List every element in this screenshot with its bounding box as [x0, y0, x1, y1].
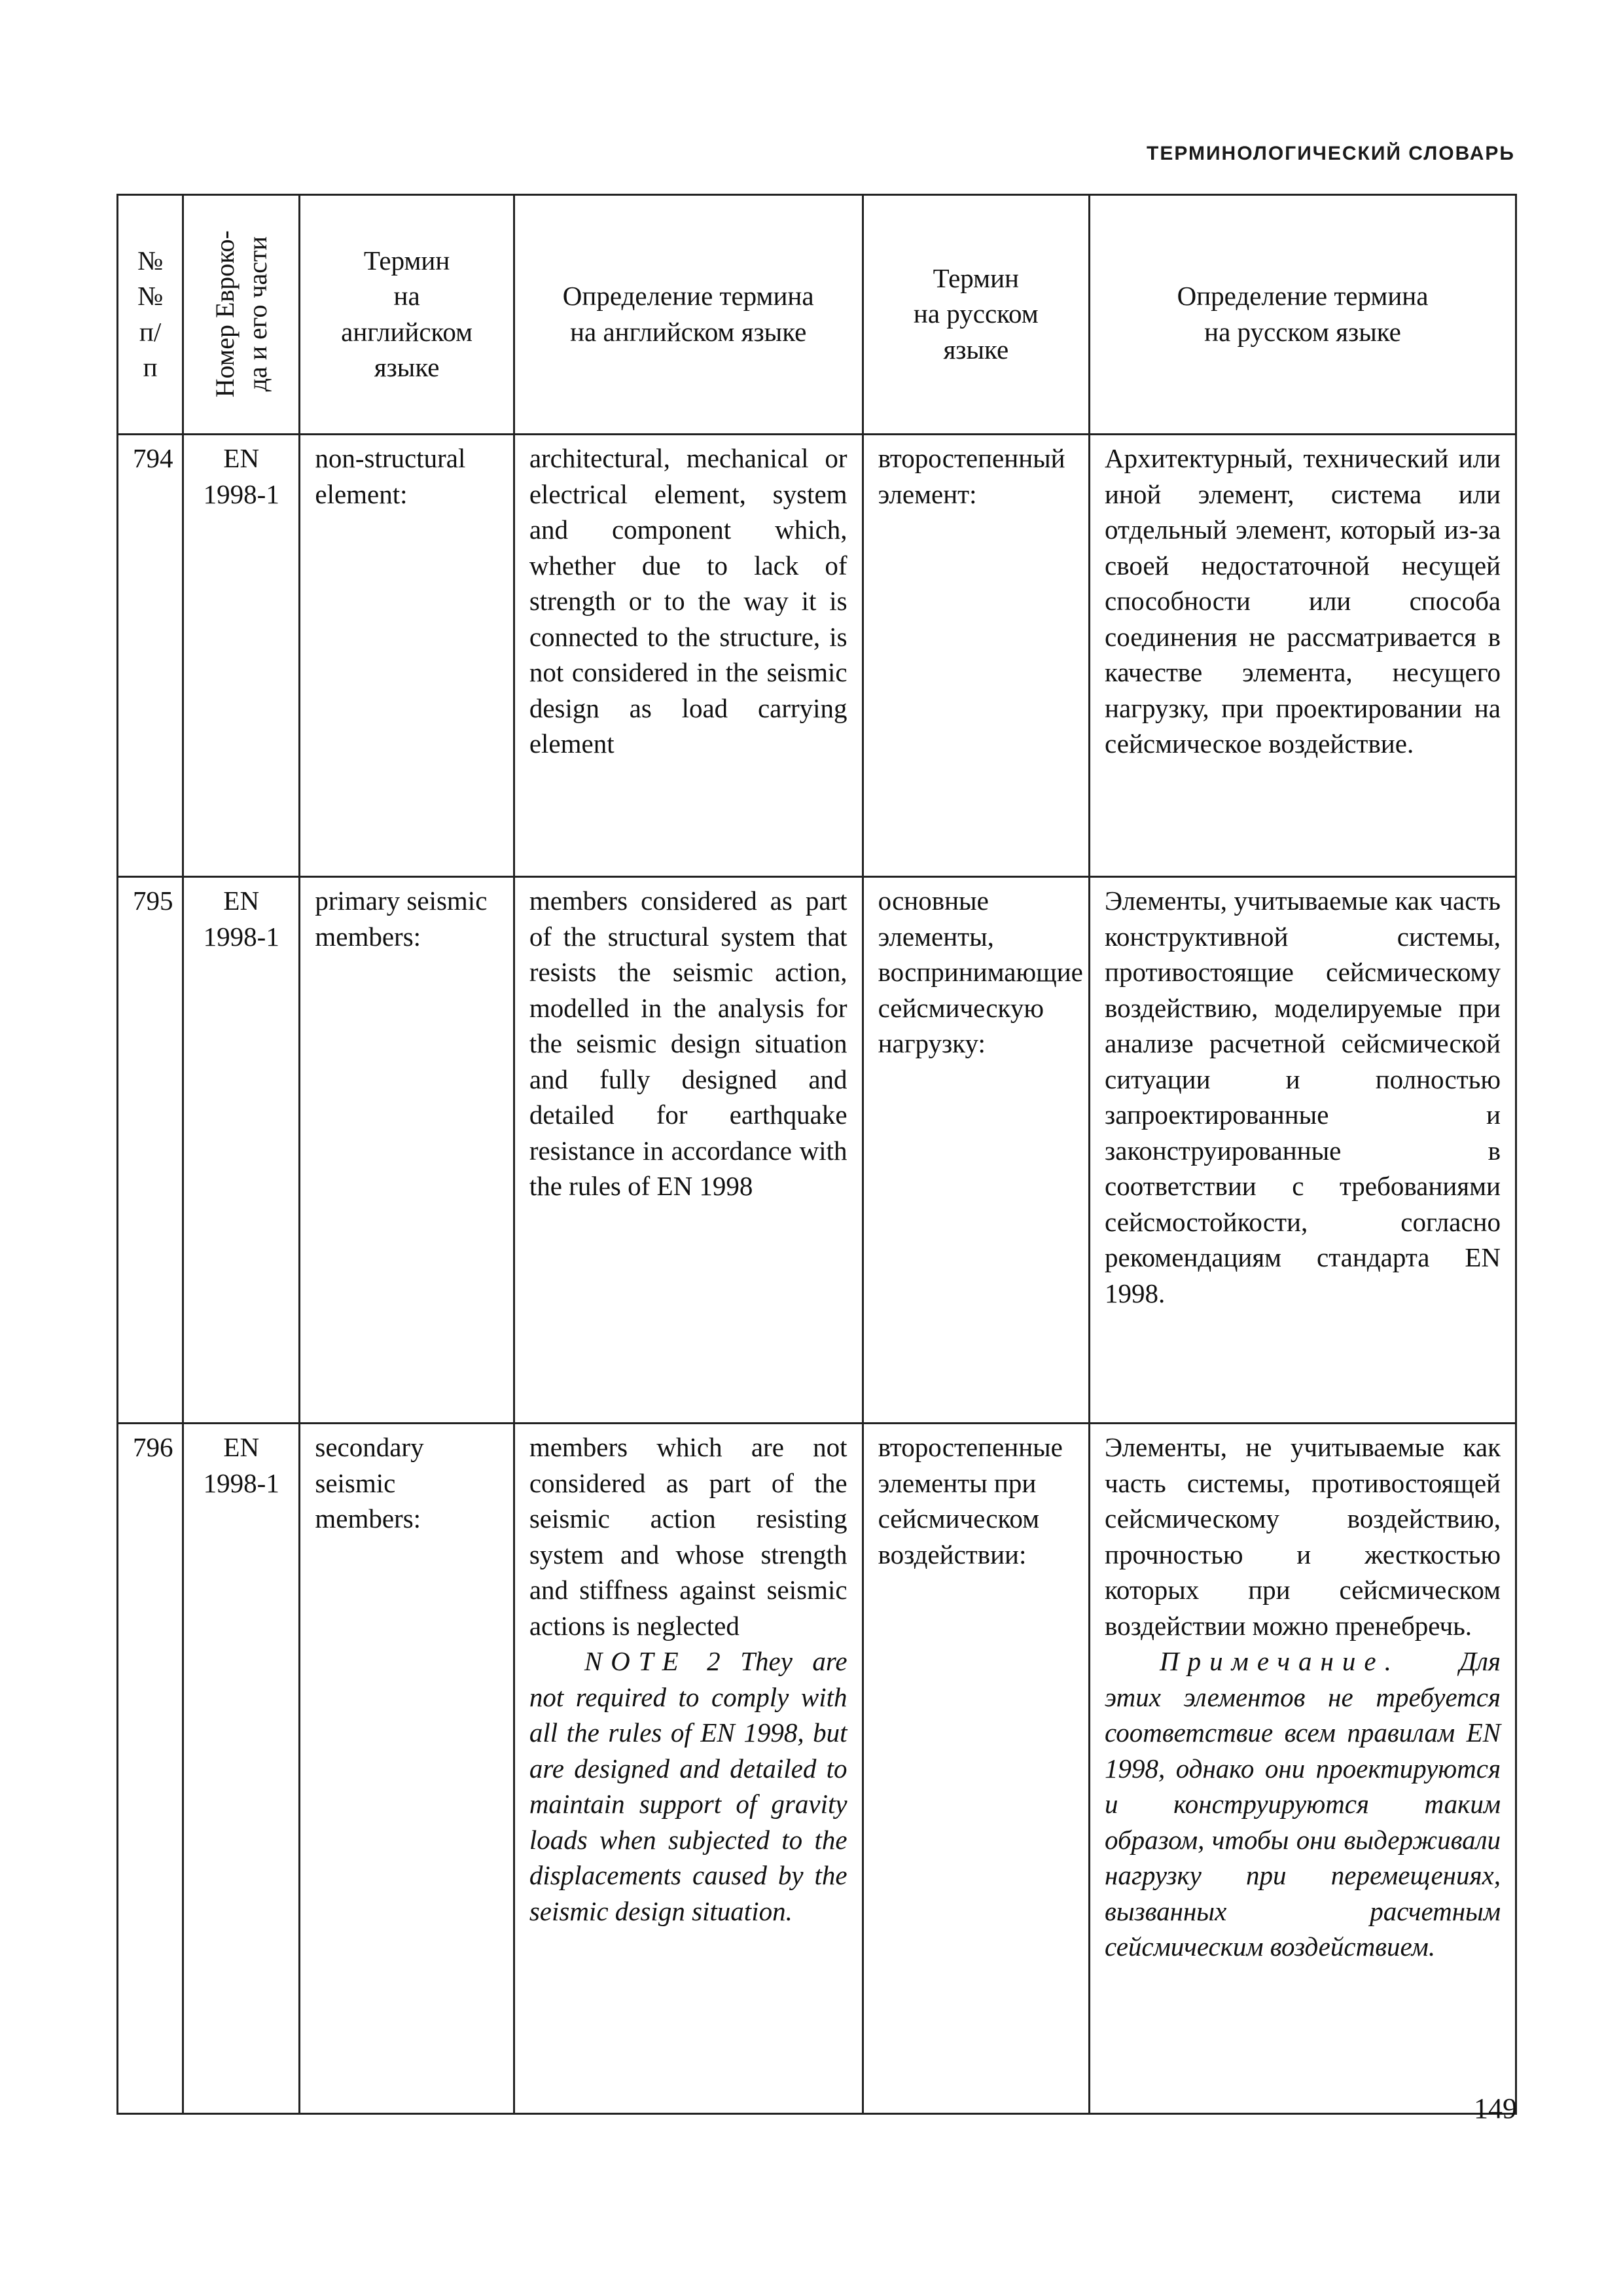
- definition-en-text: members which are not considered as part of the seismic action resisting system and whose strength and stiffness against seismic actions is neglected: [529, 1432, 847, 1641]
- definition-ru-text: Элементы, не учитываемые как часть системы, противостоящей сейсмическому воздействию, прочностью и жесткостью которых при сейсмическом воздействии можно пренебречь.: [1105, 1432, 1501, 1641]
- header-definition-ru: Определение термина на русском языке: [1090, 195, 1516, 435]
- note-ru: [1105, 1643, 1501, 1965]
- row-definition-ru: Элементы, учитываемые как часть конструктивной системы, противостоящие сейсмическому воздействию, моделируемые при анализе расчетной сейсмической ситуации и полностью запроектированные и законструированные в соответствии с требованиями сейсмостойкости, согласно рекомендациям стандарта EN 1998.: [1090, 877, 1516, 1424]
- row-definition-en: architectural, mechanical or electrical element, system and component which, whether due to lack of strength or to the way it is connected to the structure, is not considered in the seismic design as load carrying element: [514, 435, 863, 877]
- header-eurocode: [183, 195, 300, 435]
- row-definition-en: members considered as part of the structural system that resists the seismic action, modelled in the analysis for the seismic design situation and fully designed and detailed for earthquake resistance in accordance with the rules of EN 1998: [514, 877, 863, 1424]
- note-ru-text: Для этих элементов не требуется соответствие всем правилам EN 1998, однако они проектируются и конструируются таким образом, чтобы они выдерживали нагрузку при перемещениях, вызванных расчетным сейсмическим воздействием.: [1105, 1646, 1501, 1962]
- row-term-ru: второстепенный элемент:: [863, 435, 1089, 877]
- row-term-ru: второстепенные элементы при сейсмическом воздействии:: [863, 1424, 1089, 2114]
- table-header-row: [118, 195, 1516, 435]
- note-en-text: 2 They are not required to comply with all the rules of EN 1998, but are designed and detailed to maintain support of gravity loads when subjected to the displacements caused by the seismic design situation.: [529, 1646, 847, 1926]
- row-number: 794: [118, 435, 183, 877]
- header-number: №№ п/п: [118, 195, 183, 435]
- table-row: [118, 1424, 1516, 2114]
- row-number: 796: [118, 1424, 183, 2114]
- row-term-en: primary seismic members:: [300, 877, 514, 1424]
- row-number: 795: [118, 877, 183, 1424]
- note-en: [529, 1643, 847, 1929]
- row-definition-en: [514, 1424, 863, 2114]
- row-definition-ru: [1090, 1424, 1516, 2114]
- header-eurocode-label: Номер Евроко- да и его части: [209, 230, 272, 398]
- running-header: ТЕРМИНОЛОГИЧЕСКИЙ СЛОВАРЬ: [1147, 143, 1515, 164]
- row-eurocode: EN 1998-1: [183, 1424, 300, 2114]
- row-eurocode: EN 1998-1: [183, 435, 300, 877]
- note-en-label: NOTE: [584, 1646, 687, 1676]
- table-row: [118, 877, 1516, 1424]
- row-definition-ru: Архитектурный, технический или иной элемент, система или отдельный элемент, который из-за своей недостаточной несущей способности или способа соединения не рассматривается в качестве элемента, несущего нагрузку, при проектировании на сейсмическое воздействие.: [1090, 435, 1516, 877]
- table-row: [118, 435, 1516, 877]
- note-ru-label: Примечание.: [1160, 1646, 1400, 1676]
- glossary-table: [116, 194, 1517, 2115]
- header-definition-en: Определение термина на английском языке: [514, 195, 863, 435]
- page-number: 149: [1474, 2092, 1517, 2125]
- row-term-en: secondary seismic members:: [300, 1424, 514, 2114]
- header-term-en: Термин на английском языке: [300, 195, 514, 435]
- row-term-ru: основные элементы, воспринимающие сейсмическую нагрузку:: [863, 877, 1089, 1424]
- row-term-en: non-structural element:: [300, 435, 514, 877]
- row-eurocode: EN 1998-1: [183, 877, 300, 1424]
- header-term-ru: Термин на русском языке: [863, 195, 1089, 435]
